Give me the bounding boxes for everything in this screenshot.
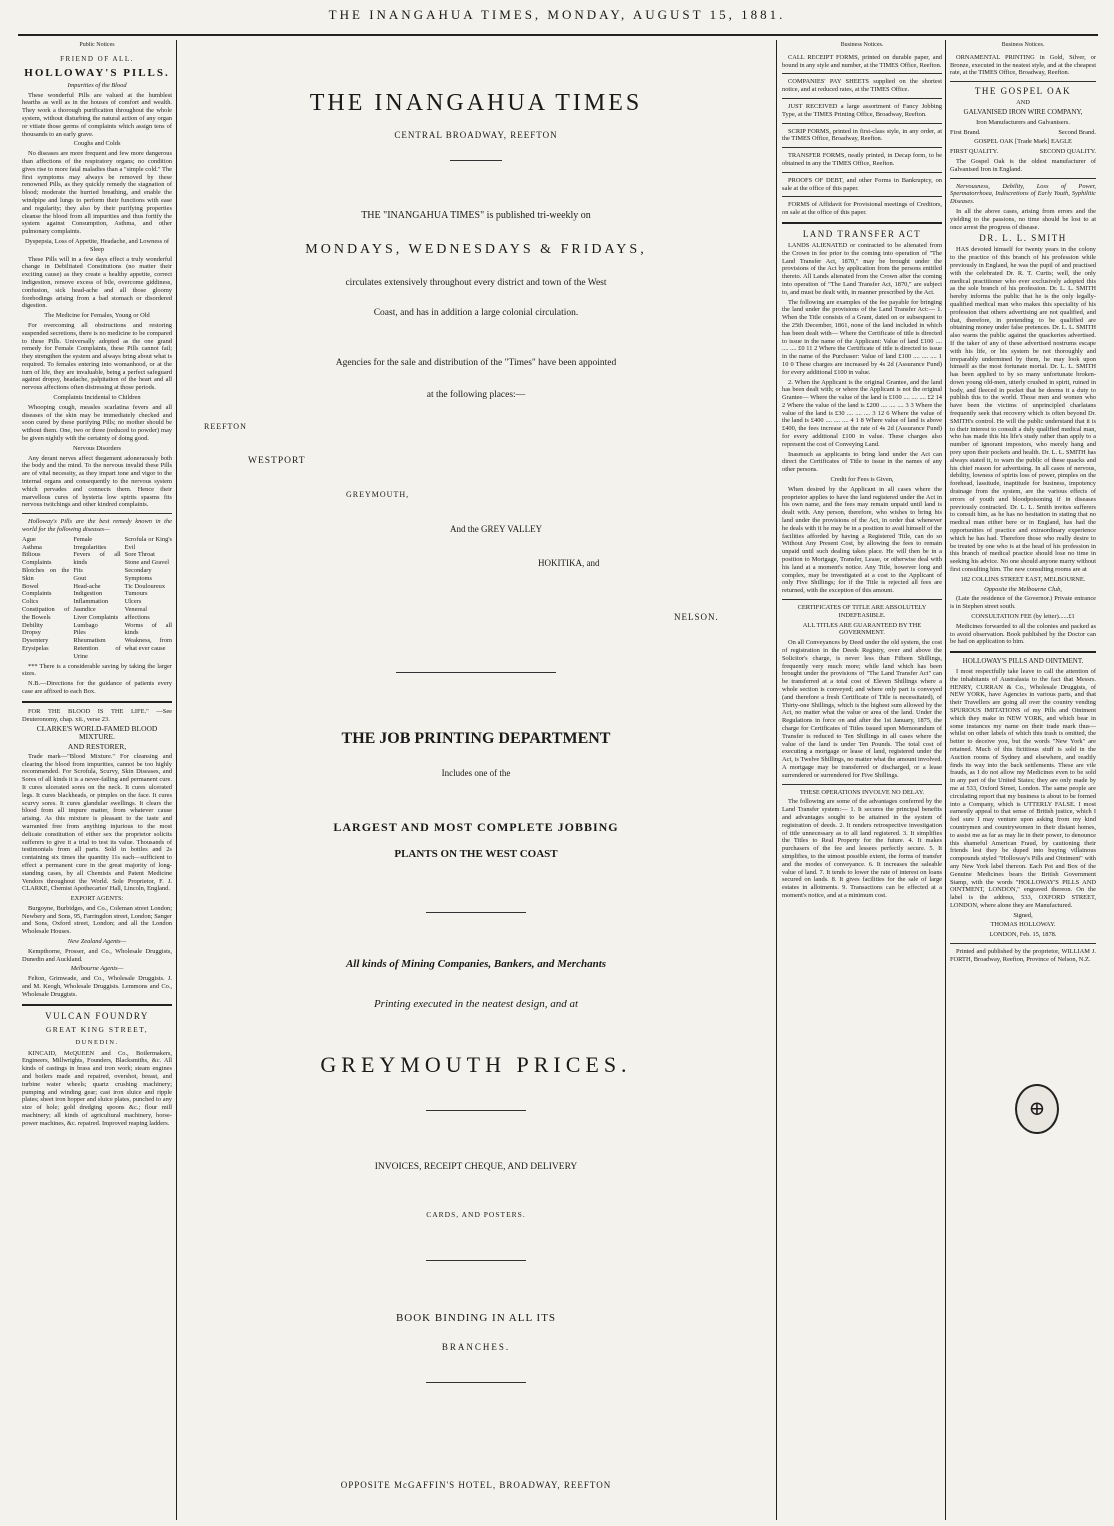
divider (450, 160, 502, 161)
disease-item: Inflammation (73, 598, 109, 606)
mining-line: All kinds of Mining Companies, Bankers, and Merchants (345, 958, 607, 970)
impurities-text: These wonderful Pills are valued at the humblest hearths as well as in the houses of comfort and wealth. They work a thorough purification throughout the whole system, without disturbing the natural action of any organ or vitiate those germs of complaints which assign tens of thousands to an early grave. (22, 91, 172, 138)
best-remedy-heading: Holloway's Pills are the best remedy known in the world for the following diseases— (22, 518, 172, 534)
trademark-seal-icon: ⊕ (1015, 1084, 1059, 1134)
medicines-text: Medicines forwarded to all the colonies and packed as to avoid observation. Book published by the Doctor can be had on application to him. (950, 622, 1096, 646)
disease-item: Fevers of all kinds (73, 551, 121, 567)
land-transfer-heading: LAND TRANSFER ACT (802, 228, 922, 239)
place-grey-valley: And the GREY VALLEY (450, 524, 543, 534)
london-date: LONDON, Feb. 15, 1878. (989, 931, 1057, 939)
coughs-heading: Coughs and Colds (73, 140, 121, 148)
divider (950, 651, 1096, 653)
divider (396, 672, 556, 673)
and-line: AND (1016, 99, 1030, 107)
divider (22, 1004, 172, 1006)
diseases-col-a (22, 536, 69, 661)
divider (782, 196, 942, 197)
proofs-notice: PROOFS OF DEBT, and other Forms in Bankruptcy, on sale at the office of this paper. (782, 176, 942, 192)
scrip-notice: SCRIP FORMS, printed in first-class style, in any order, at the TIMES Office, Broadway, Reefton. (782, 127, 942, 143)
divider (782, 98, 942, 99)
includes-line: Includes one of the (441, 768, 511, 778)
disease-item: Jaundice (73, 606, 96, 613)
disease-item: Fits (73, 567, 83, 575)
disease-item: Weakness, from what ever cause (124, 637, 172, 652)
disease-item: Constipation of the Bowels (22, 606, 70, 621)
disease-item: Ulcers (124, 598, 142, 606)
masthead: THE INANGAHUA TIMES, MONDAY, AUGUST 15, 1881. (328, 7, 786, 22)
disease-item: Gout (73, 574, 87, 582)
days-line: MONDAYS, WEDNESDAYS & FRIDAYS, (305, 242, 647, 257)
column-rule-3 (945, 40, 946, 1520)
circulates-line: circulates extensively throughout every district and town of the West (345, 278, 607, 288)
disease-item: Retention of Urine (73, 644, 121, 660)
operations-heading: THESE OPERATIONS INVOLVE NO DELAY. (799, 788, 925, 796)
just-received-notice: JUST RECEIVED a large assortment of Fancy Jobbing Type, at the TIMES Printing Office, Broadway, Reefton. (782, 102, 942, 118)
divider (782, 222, 942, 224)
column-business-notices-2 (950, 42, 1096, 1520)
cards-line: CARDS, AND POSTERS. (426, 1210, 526, 1219)
holloway-signature: THOMAS HOLLOWAY. (990, 921, 1056, 929)
masthead-rule (18, 34, 1098, 36)
conveyances-text: On all Conveyances by Deed under the old system, the cost of registration in the Deeds Registry, over and above the Solicitor's charge, is never less than Fifteen Shillings, frequently very much more; while land which has been brought under the provisions of "The Land Transfer Act" can be transferred at a total cost of Eleven Shillings where a whole section is conveyed; and where only part is conveyed (and therefore a fresh Certificate of Title is necessitated), of Thirty-one Shillings, which is the highest sum allowed by the Act, no matter what the value or area of the land. Under the Regulations in force on and after the 1st January, 1875, the charge for Certificates of Titles issued upon Memorandum of Transfer is reduced to Ten Shillings in all cases where the value of the land is under Ten Pounds. The total cost of executing a mortgage or lease of land, registered under the Act, is Twelve Shillings, no matter what the amount involved. A mortgage may be transferred or discharged, or a lease surrendered or surrendered for Five Shillings. (782, 639, 942, 779)
impurities-heading: Impurities of the Blood (67, 81, 127, 89)
children-heading: Complaints Incidental to Children (53, 394, 141, 402)
holloway-text: I most respectfully take leave to call the attention of the inhabitants of Australasia to the fact that Messrs. HENRY, CURRAN & Co., Wholesale Druggists, of NEW YORK, have Agencies in various parts, and that their Travellers are going all over the country vending SPURIOUS IMITATIONS of my Pills and Ointment which they make in NEW YORK, and which bear in some instances my name on their trade mark thus— whilst on other labels of which this trash is omitted, the better to deceive you, but the words "New York" are retained. Much of this fictitious stuff is sold in the Auction rooms of Sydney and elsewhere, and readily finds its way into the back settlements. These are vile frauds, as I do not allow my Medicines even to be sold in any part of the United States; they are only made by me at 533, Oxford Street, London. The same people are circulating report that my business is about to be formed into a Company, which is UTTERLY FALSE. I most earnestly appeal to that sense of British justice, which I feel sure I may venture upon asking from my kind countrymen and countrywomen in their distant homes, to assist me as far as may lie in their power, to denounce this shameful American Fraud, by cautioning their friends lest they be duped into buying villainous compounds styled "Holloway's Pills and Ointment" with any New York label thereon. Each Pot and Box of the Genuine Medicines bears the British Government Stamp, with the words "HOLLOWAY'S PILLS AND OINTMENT, LONDON," engraved thereon. On the label is the address, 533, OXFORD STREET, LONDON, where alone they are Manufactured. (950, 667, 1096, 909)
export-heading: EXPORT AGENTS: (70, 895, 124, 903)
disease-item: Tumours (124, 590, 148, 598)
divider (782, 172, 942, 173)
branches-line: BRANCHES. (441, 1342, 511, 1352)
signed-line: Signed, (1013, 911, 1033, 919)
iron-manufacturers: Iron Manufacturers and Galvanisers. (976, 118, 1070, 126)
second-brand: Second Brand. (1058, 128, 1096, 136)
section-label: Public Notices (79, 42, 115, 48)
diseases-table (22, 536, 172, 661)
nz-agents-text: Kempthorne, Prosser, and Co., Wholesale Druggists, Dunedin and Auckland. (22, 947, 172, 963)
smith-address: 182 COLLINS STREET EAST, MELBOURNE. (960, 575, 1086, 583)
disease-item: Worms of all kinds (124, 621, 172, 637)
divider (426, 1382, 526, 1383)
certificates-heading: CERTIFICATES OF TITLE ARE ABSOLUTELY INDEFEASIBLE. (797, 604, 927, 619)
largest-line: LARGEST AND MOST COMPLETE JOBBING (333, 820, 619, 834)
column-public-notices (22, 42, 172, 1520)
divider (782, 123, 942, 124)
divider (426, 1110, 526, 1111)
opposite-club: Opposite the Melbourne Club, (984, 585, 1062, 593)
divider (950, 943, 1096, 944)
place-hokitika: HOKITIKA, and (538, 558, 600, 568)
printed-by: Printed and published by the proprietor, WILLIAM J. FORTH, Broadway, Reefton, Province of Nelson, N.Z. (950, 948, 1096, 963)
divider (950, 81, 1096, 82)
section-label: Business Notices. (840, 42, 884, 48)
friend-heading: FRIEND OF ALL. (60, 54, 134, 63)
companies-notice: COMPANIES' PAY SHEETS supplied on the shortest notice, and at reduced rates, at the TIMES Office. (782, 78, 942, 94)
dyspepsia-heading: Dyspepsia, Loss of Appetite, Headache, and Lowness of Sleep (24, 237, 170, 253)
nz-agents-heading: New Zealand Agents— (67, 938, 127, 946)
smith-heading: DR. L. L. SMITH (979, 233, 1067, 244)
nervous-text: Any derant nerves affect thegement adoneraously both the body and the mind. To the nervous invalid these Pills are of vital necessity, as they impart tone and vigor to the internal organs and consequently to the nervous system which pervades and connects them. Hence their marvellous cures of hysteria low spirits spasms fits nervous twitchings and other kindred complaints. (22, 454, 172, 509)
fee-examples: The following are examples of the fee payable for bringing the land under the provisions of the Land Transfer Act:— 1. When the Title consists of a Grant, dated on or subsequent to the 25th December, 1861, none of the land included in which has been dealt with— Where the Certificate of title is directed to issue in the name of the Applicant: Value of land £100 .... .... .... £0 11 2 Where the Certificate of title is directed to issue in the name of the Purchaser: Value of land £100 .... .... .... 1 10 0 These charges are increased by 4s 2d (Assurance Fund) for every additional £100 in value. (782, 298, 942, 376)
divider (426, 912, 526, 913)
agencies-line: Agencies for the sale and distribution of the "Times" have been appointed (335, 358, 617, 368)
disease-item: Colics (22, 598, 39, 606)
dunedin-heading: DUNEDIN. (75, 1038, 119, 1046)
paper-title: THE INANGAHUA TIMES (309, 90, 643, 116)
diseases-col-c (125, 536, 172, 661)
late-residence: (Late the residence of the Governor.) Private entrance is in Stephen street south. (950, 595, 1096, 611)
greymouth-prices: GREYMOUTH PRICES. (320, 1052, 632, 1077)
divider (782, 147, 942, 148)
disease-item: Liver Complaints (73, 613, 119, 621)
divider (782, 73, 942, 74)
place-nelson: NELSON. (674, 612, 719, 622)
clarke-title: CLARKE'S WORLD-FAMED BLOOD MIXTURE. (36, 724, 158, 742)
disease-item: Lumbago (73, 621, 98, 629)
second-quality: SECOND QUALITY. (1039, 148, 1096, 156)
clarke-text: Trade mark—"Blood Mixture." For cleansing and clearing the blood from impurities, cannot be too highly recommended. For Scrofula, Scurvy, Skin Diseases, and Sores of all kinds it is a never-failing and permanent cure. It cures ulcerated sores on the neck. It cures ulcerated legs. It cures blackheads, or pimples on the face. It cures scurvy sores. It cures glandular swellings. It clears the blood from all impure matter, from whatever cause arising. As this mixture is pleasant to the taste and warranted free from anything injurious to the most delicate constitution of either sex the proprietor solicits sufferers to give it a trial to test its value. Thousands of testimonials from all parts. Sold in bottles and 2s containing six times the quantity 11s each—sufficient to effect a permanent cure in the great majority of long-standing cases, by all Chemists and Patent Medicine Vendors throughout the World. Sole Proprietor, F. J. CLARKE, Chemist Apothecaries' Hall, Lincoln, England. (22, 752, 172, 893)
place-westport: WESTPORT (248, 456, 306, 466)
blood-life: FOR THE BLOOD IS THE LIFE." —See Deuteronomy, chap. xii., verse 23. (22, 707, 172, 723)
nb-note: N.B.—Directions for the guidance of patients every case are affixed to each Box. (22, 680, 172, 695)
insurance-text: Inasmuch as applicants to bring land under the Act can direct the Certificates of Title to issue in the names of any other persons. (782, 450, 942, 474)
divider (426, 1260, 526, 1261)
column-business-notices (782, 42, 942, 1520)
disease-item: Rheumatism (73, 637, 106, 645)
nervousness-heading: Nervousness, Debility, Loss of Power, Spermatorrhoea, Indiscretions of Early Youth, Syphilitic Diseases. (950, 182, 1096, 206)
holloway-heading: HOLLOWAY'S PILLS AND OINTMENT. (962, 657, 1084, 666)
quality-row (950, 148, 1096, 156)
all-titles-heading: ALL TITLES ARE GUARANTEED BY THE GOVERNMENT. (802, 621, 922, 637)
nervous-heading: Nervous Disorders (72, 444, 122, 452)
disease-item: Piles (73, 629, 86, 637)
melb-agents-heading: Melbourne Agents— (70, 965, 124, 973)
gospel-text: The Gospel Oak is the oldest manufacturer of Galvanised Iron in England. (950, 157, 1096, 173)
bookbinding-line: BOOK BINDING IN ALL ITS (395, 1312, 557, 1324)
coast-line: Coast, and has in addition a large colonial circulation. (373, 308, 579, 318)
call-receipt-notice: CALL RECEIPT FORMS, printed on durable paper, and bound in any style and number, at the TIMES Office, Reefton. (782, 53, 942, 69)
credit-heading: Credit for Fees is Given, (830, 476, 894, 484)
females-text: For overcoming all obstructions and restoring suspended secretions, there is no medicine to be compared to these Pills. Universally adopted as the one grand remedy for Female Complaints, these Pills cannot fail; they strengthen the system and always bring about what is required. To females entering into womanhood, or at the turn of life, they are invaluable, being a perfect safeguard against dropsy, headache, palpitation of the heart and all nervous affections often distressing at those periods. (22, 321, 172, 392)
galvanised-heading: GALVANISED IRON WIRE COMPANY, (963, 107, 1083, 116)
coughs-text: No diseases are more frequent and few more dangerous than affections of the respiratory organs; no condition gives rise to more fatal maladies than a "simple cold." The first symptoms may always be removed by these renowned Pills, as they quickly remedy the stagnation of blood; moderate the hurried breathing, and enable the windpipe and lungs to perform their functions with ease and regularity; they also by their purifying properties cleanse the blood from all impurities and thus fortify the system against Consumption, Asthma, and other pulmonary complaints. (22, 150, 172, 236)
credit-text: When desired by the Applicant in all cases where the proprietor applies to have the land registered under the Act in his own name, and the fees may remain unpaid until land is dealt with. Any person, therefore, who wishes to bring his land under the provisions of the Act, in order that whenever he deals with it he may be in a position to avail himself of the facilities afforded by having a Registered Title, can do so Without Any Present Cost, by allowing the fees to remain unpaid until such dealing takes place. He will then be in a position to Mortgage, Transfer, Lease, or otherwise deal with his land at a moment's notice. Any Title, however long and complex, may be investigated at a cost to the Applicant of only Five Shillings; for if the Title is rejected all fees are returned, with the exception of this amount. (782, 485, 942, 595)
applicant-fees: 2. When the Applicant is the original Grantee, and the land has been dealt with; or where the Applicant is not the original Grantee— Where the value of the land is £100 .... .... .... £2 14 2 Where the value of the land is £200 .... .... .... 3 3 Where the value of the land is £30 .... .... .... 3 12 6 Where the value of the land is £400 .... .... .... 4 1 8 Where value of land is above £400, the fees increase at the rate of 4s 2d (Assurance Fund) for every additional £100 in value. These charges also represent the cost of Conveying Land. (782, 378, 942, 448)
saving-note: *** There is a considerable saving by taking the larger sizes. (22, 662, 172, 678)
paper-address: CENTRAL BROADWAY, REEFTON (394, 130, 558, 140)
disease-item: Ague (22, 535, 36, 543)
place-reefton: REEFTON (204, 422, 247, 431)
disease-item: Female Irregularities (73, 535, 107, 551)
advantages-text: The following are some of the advantages conferred by the Land Transfer system:— 1. It secures the principal benefits and advantages sought to be attained in the system of registration of deeds. 2. It renders retrospective investigation of title unnecessary as to all land registered. 3. It simplifies the Titles to Real Property for the future. 4. It makes purchasers of the fee and lessees perfectly secure. 5. It simplifies, to the utmost possible extent, the forms of transfer and the modes of conveyance. 6. It increases the saleable value of land. 7. It tends to lower the rate of interest on loans secured on lands. 8. It gives facilities for the sale of large estates in allotments. 9. Transactions can be effected at a moment's notice, and at a minimum cost. (782, 798, 942, 899)
melb-agents-text: Felton, Grimwade, and Co., Wholesale Druggists. J. and M. Keogh, Wholesale Druggists. Lemmons and Co., Wholesale Druggists. (22, 975, 172, 998)
disease-item: Indigestion (73, 590, 103, 598)
divider (782, 784, 942, 785)
transfer-notice: TRANSFER FORMS, neatly printed, in Decap form, to be obtained in any the TIMES Office, Reefton. (782, 152, 942, 167)
disease-item: Stone and Gravel (124, 559, 170, 567)
export-text: Burgoyne, Burbidges, and Co., Coleman street London; Newbery and Sons, 95, Farringdon street, London; Sanger and Sons, Oxford street, London; and all the London Wholesale Houses. (22, 904, 172, 936)
vulcan-heading: VULCAN FOUNDRY (45, 1010, 149, 1021)
gospel-oak-heading: THE GOSPEL OAK (974, 86, 1072, 97)
dyspepsia-text: These Pills will in a few days effect a truly wonderful change in Debilitated Constitutions (no matter their exciting cause) as they create a healthy appetite, correct indigestion, remove excess of bile, overcome giddiness, confusion, sick head-ache and all those gloomy forebodings arising from a bad stomach or disordered digestion. (22, 255, 172, 310)
children-text: Whooping cough, measles scarlatina fevers and all diseases of the skin may be immediately checked and soon cured by these purifying Pills; no mother should be without them. One, two or three (reduced to powder) may be given nightly with the certainty of doing good. (22, 403, 172, 443)
disease-item: Debility (22, 621, 43, 629)
places-intro: at the following places:— (426, 390, 526, 400)
disease-item: Asthma (22, 543, 42, 551)
disease-item: Secondary Symptoms (124, 567, 153, 582)
ornamental-notice: ORNAMENTAL PRINTING in Gold, Silver, or Bronze, executed in the neatest style, and at the cheapest rate, at the TIMES Office, Broadway, Reefton. (950, 53, 1096, 77)
job-printing-heading: THE JOB PRINTING DEPARTMENT (341, 730, 611, 747)
section-label: Business Notices. (1001, 42, 1045, 48)
divider (22, 701, 172, 703)
restorer-heading: AND RESTORER, (67, 741, 127, 751)
disease-item: Scrofula or King's Evil (124, 535, 172, 551)
place-greymouth: GREYMOUTH, (346, 490, 410, 499)
column-rule-2 (776, 40, 777, 1520)
disease-item: Venereal affections (124, 606, 150, 621)
printing-executed-line: Printing executed in the neatest design, and at (373, 998, 579, 1010)
diseases-col-b (73, 536, 120, 661)
kincaid-text: KINCAID, McQUEEN and Co., Boilermakers, Engineers, Millwrights, Founders, Blacksmiths, &c. All kinds of castings in brass and iron work; steam engines and boilers made and repaired, overshot, breast, and turbine water wheels; quartz crushing machinery; pumping and winding gear; cast iron sluice and ripple plates; sheet iron hopper and sluice plates, punched to any size of hole; gold dredging spoons &c.; flour mill machinery; all kinds of agricultural machinery, horse-power machines, &c. repaired. Improved reaping ladders. (22, 1049, 172, 1127)
females-heading: The Medicine for Females, Young or Old (44, 312, 150, 320)
first-quality: FIRST QUALITY. (950, 148, 999, 156)
divider (782, 599, 942, 600)
disease-item: Tic Douloureux (124, 582, 166, 590)
invoices-line: INVOICES, RECEIPT CHEQUE, AND DELIVERY (374, 1162, 578, 1172)
disease-item: Erysipelas (22, 644, 49, 652)
published-line: THE "INANGAHUA TIMES" is published tri-weekly on (361, 210, 591, 221)
trade-mark-line: GOSPEL OAK [Trade Mark] EAGLE (974, 138, 1072, 146)
brand-row (950, 129, 1096, 137)
holloway-title: HOLLOWAY'S PILLS. (24, 66, 170, 79)
column-times-advert (178, 42, 774, 1520)
nervousness-text: In all the above cases, arising from errors and the yielding to the passions, no time should be lost to at once arrest the progress of disease. (950, 207, 1096, 231)
opposite-line: OPPOSITE McGAFFIN'S HOTEL, BROADWAY, REEFTON (340, 1480, 612, 1490)
first-brand: First Brand. (950, 128, 981, 136)
disease-item: Sore Throat (124, 551, 155, 559)
divider (22, 513, 172, 514)
disease-item: Dropsy (22, 629, 41, 637)
disease-item: Bowel Complaints (22, 582, 52, 598)
disease-item: Blotches on the Skin (22, 567, 70, 582)
column-rule-1 (176, 40, 177, 1520)
smith-text: HAS devoted himself for twenty years in the colony to the practice of this branch of his profession while previously in England, he was the pupil of and practised with the celebrated Dr. R. T. Curtis; well, the only medical practitioner who ever exclusively adopted this as the sole branch of his profession. Dr. L. L. SMITH hereby informs the public that he is the only legally-qualified medical man who makes this speciality of his profession that others advertising are not qualified, and that, therefore, in pretending to be qualified are obtaining money under false pretences. Dr. L. L. SMITH also warns the public against the quackeries advertised. If the taker of any of these advertised nostrums escape with his life, or his system be not thoroughly and irreparably undermined by them, he may look upon himself as the most fortunate mortal. Dr. L. L. SMITH has been applied to by so many unfortunate broken-down young old-men, utterly crushed in spirit, ruined in body, and fleeced in pocket that he deems it a duty to publish this to the world. Those men and women who have been the victims of unprincipled charlatans frequently seek that recovery which is often beyond Dr. SMITH's control. He will the public understand that it is to their interest to consult a duly qualified medical man, who has made this his life's study rather than apply to a number of ignorant impostors, who merely hang and prey upon their pockets and health. Dr. L. L. SMITH has always stated it, to warn the public of these quacks and his chief reason for advertising. In all cases of nervous, debility, lowness of spirits loss of power, pimples on the forehead, lassitude, inaptitude for business, impotency drainage from the system, are the various effects of errors of youth and bloodpoisoning if in diseases previously contracted. Dr. L. L. Smith invites sufferers to consult him, as he has no hesitation in stating that no medical man either here or in England, has had the opportunities of practice and extraordinary experience which he has had. Therefore those who really desire to be treated by one who is at the head of his profession in this branch of medical practice should lose no time in seeking his advice. No one should anyone marry without first consulting him. The new consulting rooms are at (950, 246, 1096, 574)
disease-item: Bilious Complaints (22, 551, 52, 567)
plants-line: PLANTS ON THE WEST COAST (394, 848, 558, 860)
lands-alienated-text: LANDS ALIENATED or contracted to be alienated from the Crown in fee prior to the coming into operation of "The Land Transfer Act, 1870," may be brought under the provisions of the Act by application from the persons entitled thereto. All Lands alienated from the Crown after the coming into operation of "The Land Transfer Act, 1870," are subject to, and must be dealt with, in manner prescribed by the Act. (782, 241, 942, 296)
disease-item: Dysentery (22, 637, 49, 645)
divider (950, 178, 1096, 179)
affidavit-notice: FORMS of Affidavit for Provisional meetings of Creditors, on sale at the office of this paper. (782, 201, 942, 217)
consultation-fee: CONSULTATION FEE (by letter)......£1 (971, 613, 1075, 620)
disease-item: Head-ache (73, 582, 101, 590)
great-king-heading: GREAT KING STREET, (45, 1024, 149, 1034)
